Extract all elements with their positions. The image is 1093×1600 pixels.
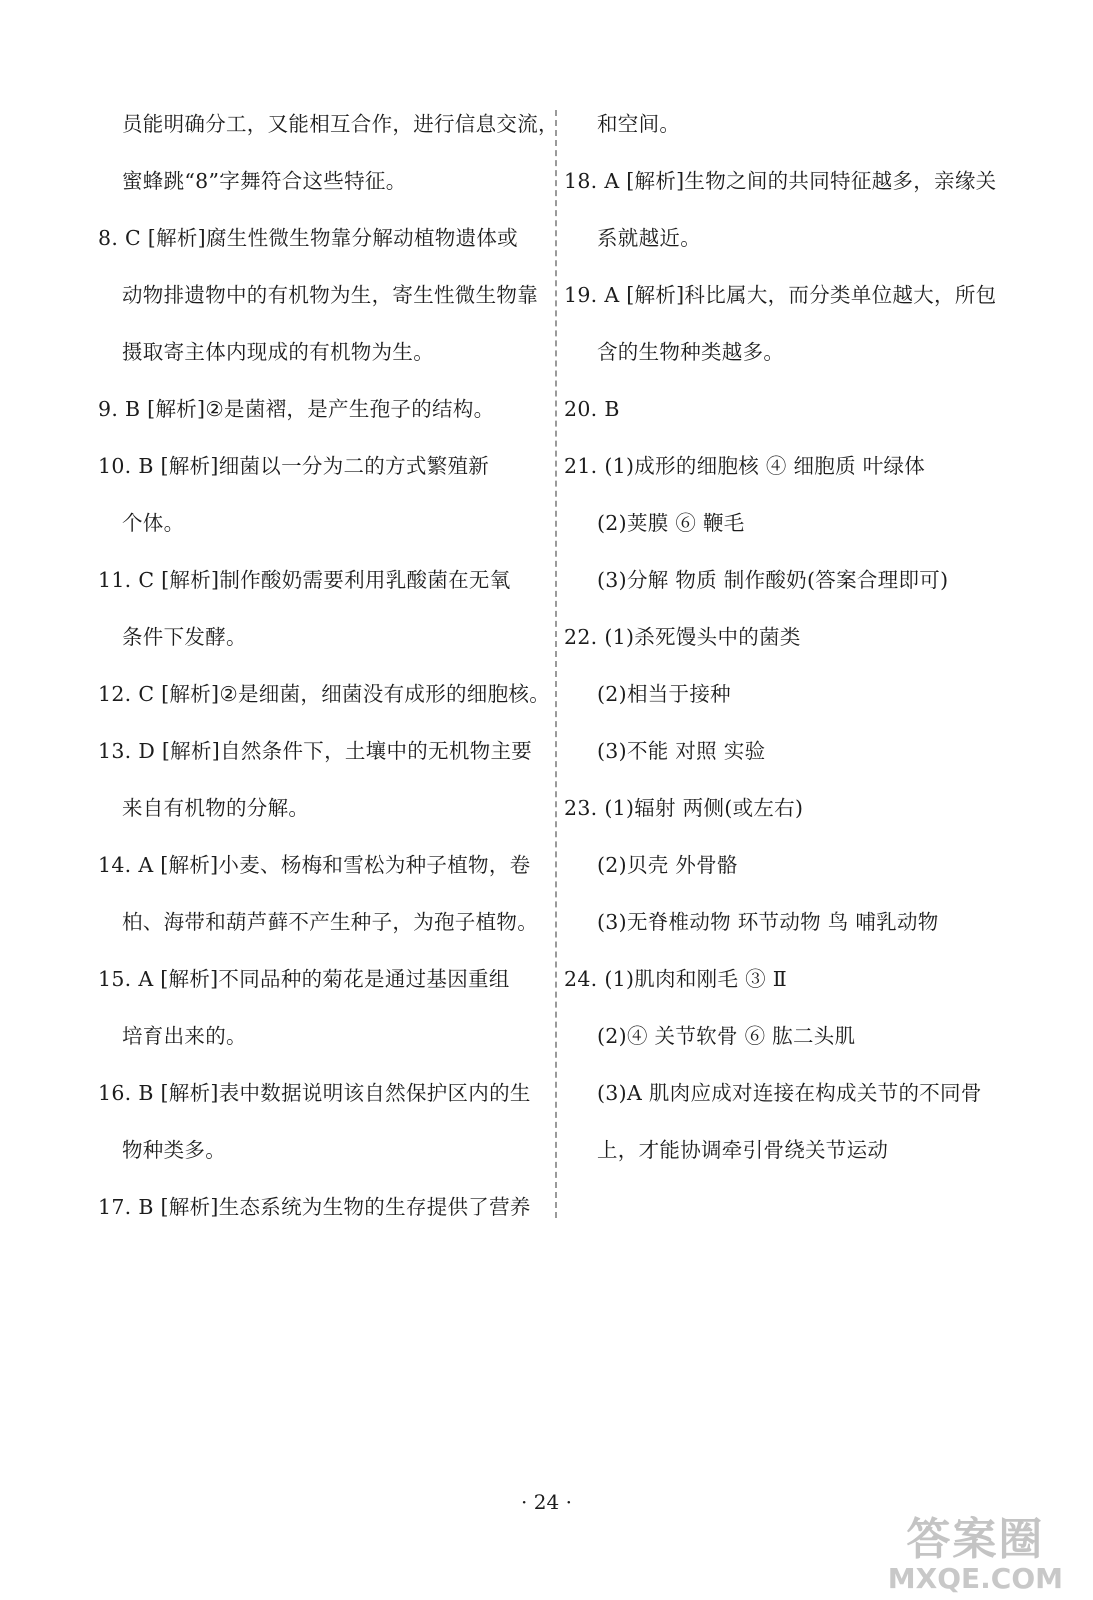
answer-line: 9. B [解析]②是菌褶，是产生孢子的结构。 <box>98 397 495 421</box>
answer-line: (3)A 肌肉应成对连接在构成关节的不同骨 <box>597 1081 982 1105</box>
watermark-logo: 答案圈 <box>906 1514 1045 1565</box>
answer-line: 10. B [解析]细菌以一分为二的方式繁殖新 <box>98 454 490 478</box>
answer-line: 11. C [解析]制作酸奶需要利用乳酸菌在无氧 <box>98 568 511 592</box>
answer-line: 13. D [解析]自然条件下，土壤中的无机物主要 <box>98 739 533 763</box>
answer-line: 上，才能协调牵引骨绕关节运动 <box>597 1138 889 1162</box>
answer-line: (2)相当于接种 <box>597 682 731 706</box>
answer-line: 来自有机物的分解。 <box>122 796 310 820</box>
answer-line: 系就越近。 <box>597 226 701 250</box>
watermark-url: MXQE.COM <box>887 1562 1063 1595</box>
answer-line: (3)不能 对照 实验 <box>597 739 766 763</box>
column-divider <box>555 110 557 1218</box>
answer-line: 动物排遗物中的有机物为生，寄生性微生物靠 <box>122 283 538 307</box>
answer-line: 8. C [解析]腐生性微生物靠分解动植物遗体或 <box>98 226 518 250</box>
answer-line: (3)分解 物质 制作酸奶(答案合理即可) <box>597 568 949 592</box>
right-answer-column <box>564 96 1014 1179</box>
answer-line: (3)无脊椎动物 环节动物 鸟 哺乳动物 <box>597 910 939 934</box>
answer-line: 18. A [解析]生物之间的共同特征越多，亲缘关 <box>564 169 997 193</box>
watermark <box>888 1516 1063 1594</box>
answer-line: 24. (1)肌肉和刚毛 ③ Ⅱ <box>564 967 787 991</box>
answer-line: 15. A [解析]不同品种的菊花是通过基因重组 <box>98 967 510 991</box>
answer-line: 23. (1)辐射 两侧(或左右) <box>564 796 804 820</box>
answer-line: 柏、海带和葫芦藓不产生种子，为孢子植物。 <box>122 910 538 934</box>
left-answer-column <box>98 96 559 1236</box>
page-number: · 24 · <box>521 1490 572 1514</box>
answer-line: (2)贝壳 外骨骼 <box>597 853 738 877</box>
answer-line: 17. B [解析]生态系统为生物的生存提供了营养 <box>98 1195 531 1219</box>
answer-line: 摄取寄主体内现成的有机物为生。 <box>122 340 434 364</box>
answer-line: 蜜蜂跳“8”字舞符合这些特征。 <box>122 169 407 193</box>
answer-line: 和空间。 <box>597 112 681 136</box>
answer-line: 22. (1)杀死馒头中的菌类 <box>564 625 801 649</box>
answer-line: 16. B [解析]表中数据说明该自然保护区内的生 <box>98 1081 531 1105</box>
answer-line: 培育出来的。 <box>122 1024 247 1048</box>
answer-line: 物种类多。 <box>122 1138 226 1162</box>
answer-line: 20. B <box>564 397 620 421</box>
answer-line: (2)荚膜 ⑥ 鞭毛 <box>597 511 745 535</box>
answer-line: (2)④ 关节软骨 ⑥ 肱二头肌 <box>597 1024 856 1048</box>
answer-line: 19. A [解析]科比属大，而分类单位越大，所包 <box>564 283 997 307</box>
answer-line: 14. A [解析]小麦、杨梅和雪松为种子植物，卷 <box>98 853 531 877</box>
answer-line: 条件下发酵。 <box>122 625 247 649</box>
answer-line: 含的生物种类越多。 <box>597 340 785 364</box>
answer-line: 员能明确分工，又能相互合作，进行信息交流， <box>122 112 559 136</box>
answer-line: 21. (1)成形的细胞核 ④ 细胞质 叶绿体 <box>564 454 926 478</box>
answer-line: 12. C [解析]②是细菌，细菌没有成形的细胞核。 <box>98 682 550 706</box>
answer-line: 个体。 <box>122 511 185 535</box>
